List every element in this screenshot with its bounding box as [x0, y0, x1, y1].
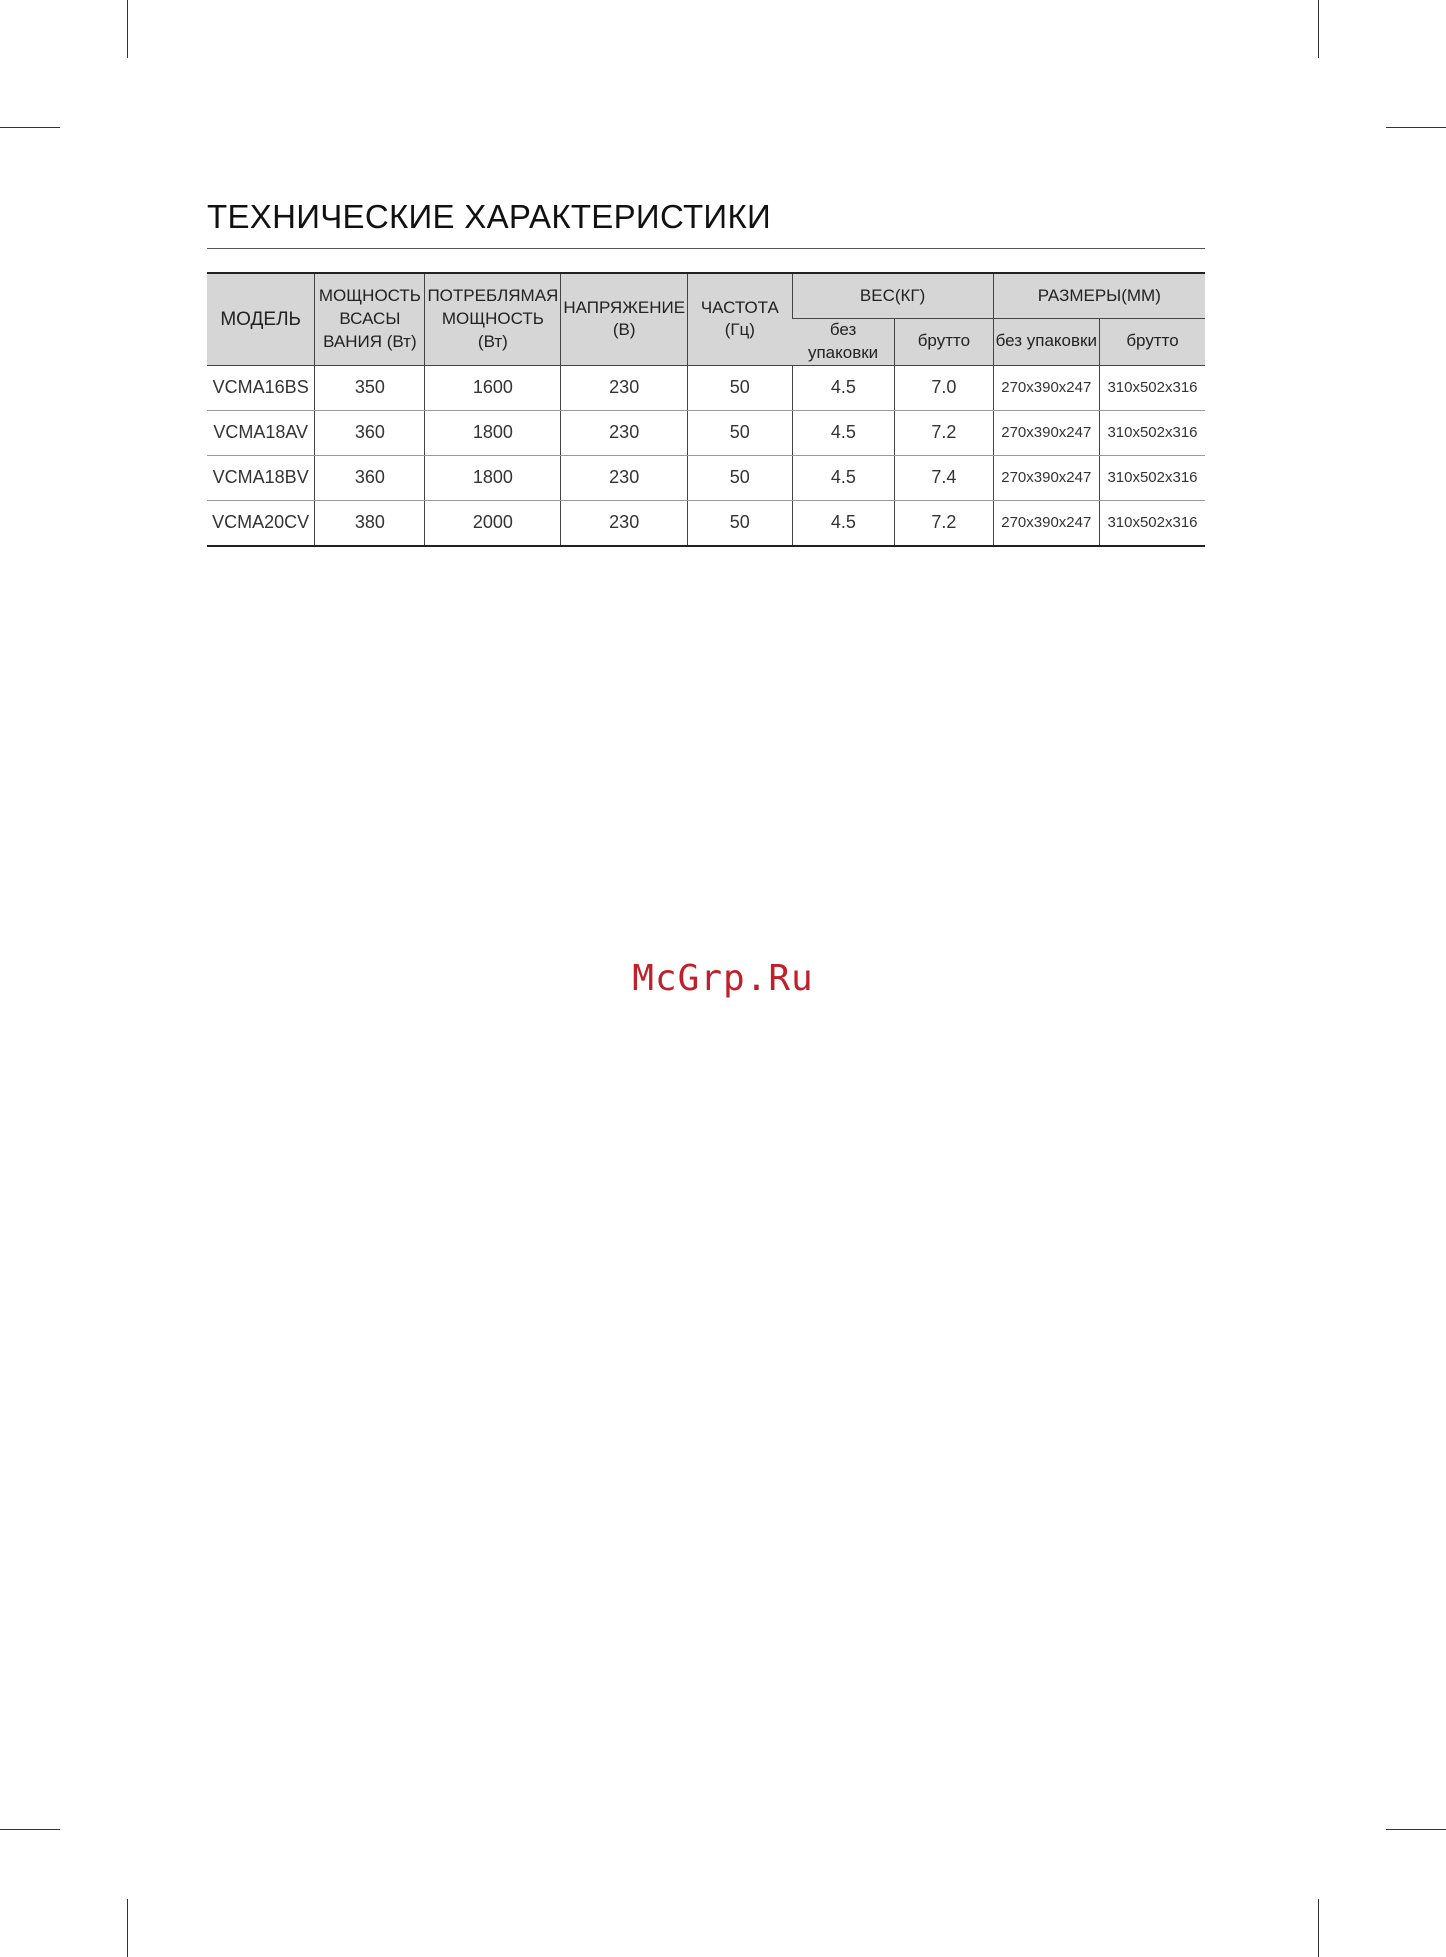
table-row	[207, 365, 1205, 410]
title-divider	[207, 248, 1205, 249]
cell-weight-gross: 7.2	[895, 500, 994, 546]
cell-weight-net: 4.5	[792, 365, 895, 410]
cell-model: VCMA20CV	[212, 512, 310, 533]
header-suction-power: МОЩНОСТЬ ВСАСЫ ВАНИЯ (Вт)	[315, 273, 425, 365]
cell-frequency: 50	[688, 410, 792, 455]
watermark-text: McGrp.Ru	[632, 958, 814, 999]
crop-mark-bottom-left	[127, 1899, 128, 1957]
header-weight-net: без упаковки	[792, 319, 895, 366]
cell-voltage: 230	[561, 455, 688, 500]
header-dim-net: без упаковки	[993, 319, 1099, 366]
cell-dim-gross: 310x502x316	[1099, 500, 1205, 546]
table-row	[207, 455, 1205, 500]
cell-dim-net: 270x390x247	[993, 365, 1099, 410]
cell-weight-net: 4.5	[792, 455, 895, 500]
table-row	[207, 410, 1205, 455]
cell-dim-net: 270x390x247	[993, 410, 1099, 455]
cell-dim-gross: 310x502x316	[1099, 365, 1205, 410]
cell-model: VCMA16BS	[207, 365, 315, 410]
cell-dim-gross: 310x502x316	[1099, 455, 1205, 500]
cell-dim-gross: 310x502x316	[1099, 410, 1205, 455]
cell-dim-net: 270x390x247	[993, 455, 1099, 500]
crop-mark-top-right-h	[1386, 127, 1446, 128]
cell-suction: 380	[315, 500, 425, 546]
cell-weight-net: 4.5	[792, 500, 895, 546]
header-frequency: ЧАСТОТА (Гц)	[688, 273, 792, 365]
header-row	[207, 273, 1205, 319]
cell-consumption: 1800	[425, 455, 561, 500]
header-dimensions: РАЗМЕРЫ(ММ)	[993, 273, 1205, 319]
cell-frequency: 50	[688, 455, 792, 500]
header-dim-gross: брутто	[1099, 319, 1205, 366]
cell-weight-gross: 7.4	[895, 455, 994, 500]
cell-weight-gross: 7.2	[895, 410, 994, 455]
crop-mark-bottom-right	[1318, 1899, 1319, 1957]
cell-frequency: 50	[688, 365, 792, 410]
cell-consumption: 1600	[425, 365, 561, 410]
crop-mark-bottom-right-h	[1386, 1829, 1446, 1830]
crop-mark-top-right	[1318, 0, 1319, 58]
cell-model: VCMA18AV	[207, 410, 315, 455]
page-title: ТЕХНИЧЕСКИЕ ХАРАКТЕРИСТИКИ	[207, 198, 771, 235]
cell-weight-gross: 7.0	[895, 365, 994, 410]
crop-mark-top-left	[127, 0, 128, 58]
header-weight: ВЕС(КГ)	[792, 273, 993, 319]
cell-suction: 360	[315, 455, 425, 500]
cell-frequency: 50	[688, 500, 792, 546]
cell-consumption: 1800	[425, 410, 561, 455]
header-voltage: НАПРЯЖЕНИЕ (В)	[561, 273, 688, 365]
crop-mark-top-left-h	[0, 127, 60, 128]
table-row	[207, 500, 1205, 546]
cell-suction: 350	[315, 365, 425, 410]
cell-voltage: 230	[561, 365, 688, 410]
header-model: МОДЕЛЬ	[207, 273, 315, 365]
header-weight-gross: брутто	[895, 319, 994, 366]
header-power-consumption: ПОТРЕБЛЯМАЯ МОЩНОСТЬ (Вт)	[425, 273, 561, 365]
cell-voltage: 230	[561, 410, 688, 455]
cell-dim-net: 270x390x247	[993, 500, 1099, 546]
cell-model: VCMA18BV	[207, 455, 315, 500]
crop-mark-bottom-left-h	[0, 1829, 60, 1830]
cell-weight-net: 4.5	[792, 410, 895, 455]
cell-consumption: 2000	[425, 500, 561, 546]
specifications-table	[207, 272, 1205, 547]
cell-suction: 360	[315, 410, 425, 455]
cell-voltage: 230	[561, 500, 688, 546]
